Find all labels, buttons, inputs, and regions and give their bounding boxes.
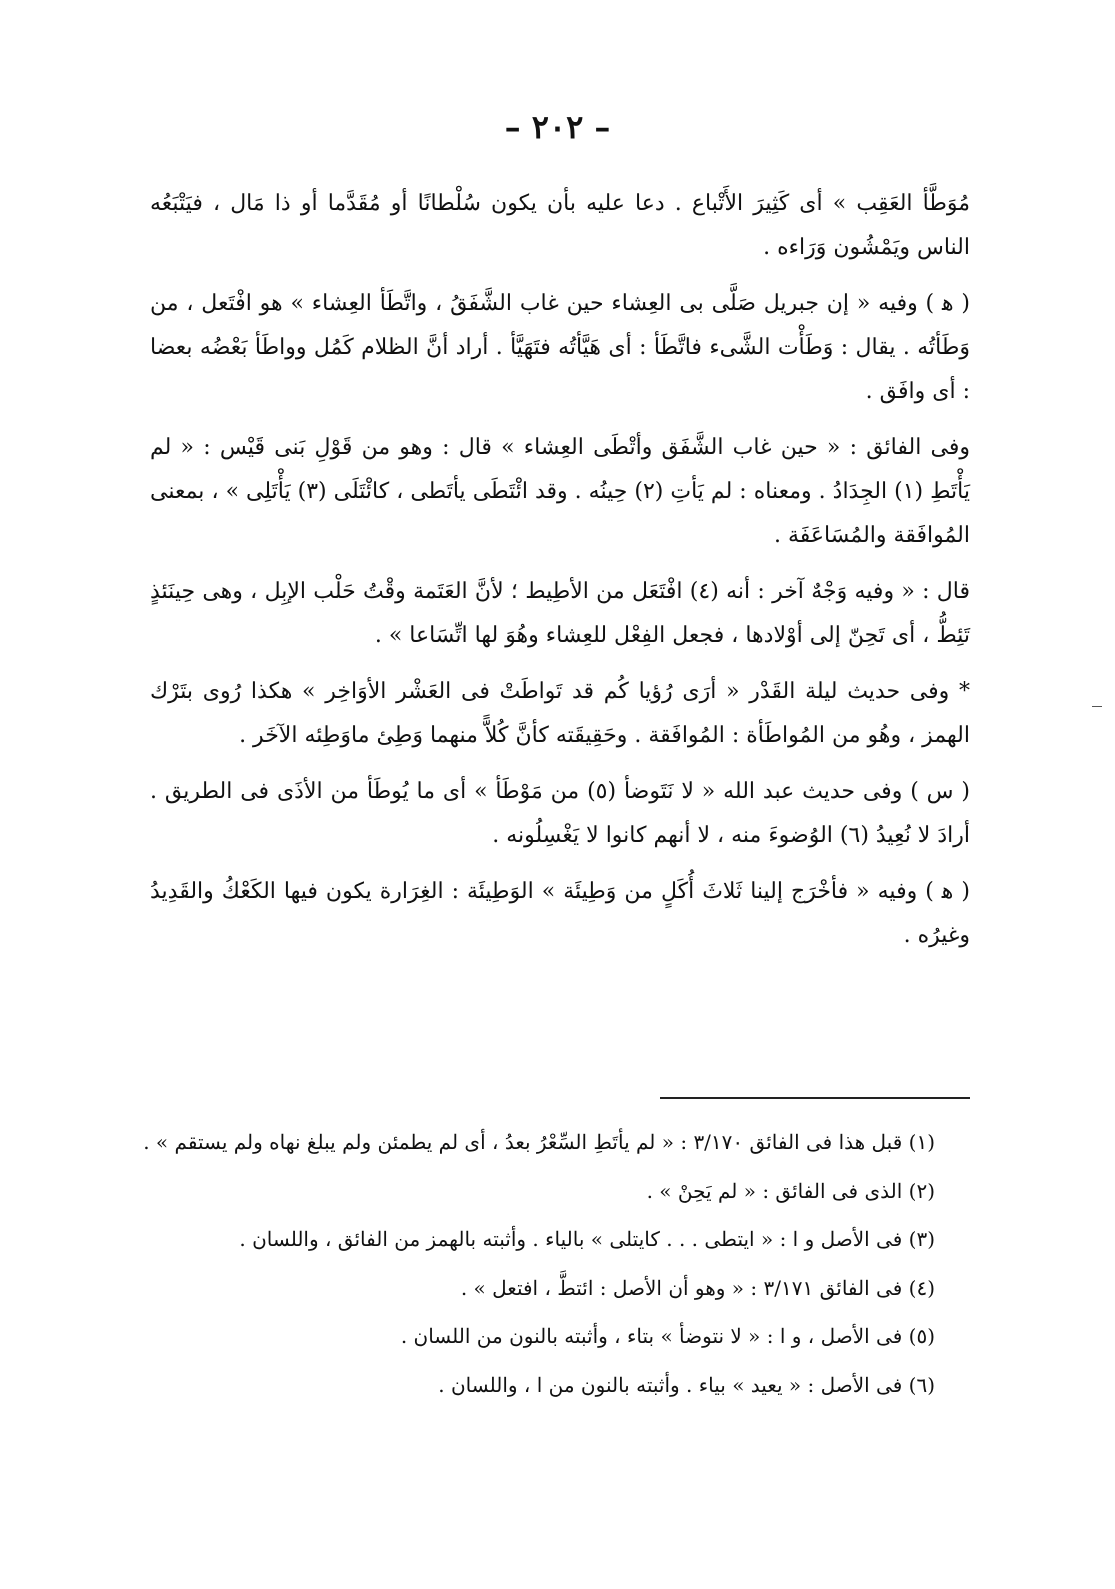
footnote-divider	[660, 1097, 970, 1099]
paragraph-muwatta-alaqib: مُوَطَّأ العَقِب » أى كَثِيرَ الأَتْباع . دعا عليه بأن يكون سُلْطانًا أو مُقَدَّما أو ذا مَال ، فيَتْبَعُه الناس ويَمْشُون وَرَاءه .	[150, 191, 970, 260]
footnotes	[143, 1118, 935, 1409]
paragraph-alwatia: ( ﻫ ) وفيه « فأخْرَج إلينا ثَلاثَ أُكَلٍ من وَطِيئَة » الوَطِيئَة : الغِرَارة يكون فيها الكَعْكُ والقَدِيدُ وغيرُه .	[150, 879, 970, 948]
footnote-1: (١) قبل هذا فى الفائق ٣/١٧٠ : « لم يأتَطِ السِّعْرُ بعدُ ، أى لم يطمئن ولم يبلغ نهاه ولم يستقم » .	[143, 1130, 935, 1154]
paragraph-ittaa-alisha: ( ﻫ ) وفيه « إن جبريل صَلَّى بى العِشاء حين غاب الشَّفَقُ ، واتَّطَأ العِشاء » هو افْتَعل ، من وَطَأتُه . يقال : وَطَأْت الشَّىء فاتَّطَأ : أى هَيَّأتُه فتَهَيَّأ . أراد أنَّ الظلام كَمُل وواطَأ بَعْضُه بعضا : أى وافَق .	[150, 291, 970, 404]
footnote-5: (٥) فى الأصل ، و ا : « لا نتوضأ » بتاء ، وأثبته بالنون من اللسان .	[400, 1324, 935, 1348]
paragraph-hadith-abdullah: ( س ) وفى حديث عبد الله « لا نَتَوضأ (٥) من مَوْطَأ » أى ما يُوطَأ من الأذَى فى الطريق . أرادَ لا نُعِيدُ (٦) الوُضوءَ منه ، لا أنهم كانوا لا يَغْسِلُونه .	[150, 779, 970, 848]
footnote-2: (٢) الذى فى الفائق : « لم يَحِنْ » .	[646, 1178, 935, 1203]
paragraph-fi-alfaiq: وفى الفائق : « حين غاب الشَّفَق وأتْطَى العِشاء » قال : وهو من قَوْلِ بَنى قَيْس : « لم يَأْتَطِ (١) الجِدَادُ . ومعناه : لم يَأتِ (٢) حِينُه . وقد ائْتَطَى يأتَطى ، كائْتَلَى (٣) يَأْتَلِى » ، بمعنى المُوافَقة والمُسَاعَفَة .	[150, 435, 970, 548]
page-number: – ٢٠٢ –	[504, 108, 611, 146]
footnote-4: (٤) فى الفائق ٣/١٧١ : « وهو أن الأصل : ائتطَّ ، افتعل » .	[460, 1275, 935, 1300]
footnote-6: (٦) فى الأصل : « يعيد » بياء . وأثبته بالنون من ا ، واللسان .	[438, 1372, 935, 1397]
paragraph-wajh-akhar: قال : « وفيه وَجْهٌ آخر : أنه (٤) افْتَعَل من الأطِيط ؛ لأنَّ العَتَمة وقْتُ حَلْب الإبِل ، وهى حِينَئذٍ تَئِطُّ ، أى تَحِنّ إلى أوْلادها ، فجعل الفِعْل للعِشاء وهُوَ لها اتِّسَاعا » .	[150, 579, 970, 648]
margin-mark	[1092, 706, 1102, 707]
main-text-body	[150, 182, 970, 970]
footnote-3: (٣) فى الأصل و ا : « ايتطى . . . كايتلى » بالياء . وأثبته بالهمز من الفائق ، واللسان .	[239, 1227, 935, 1251]
paragraph-laylat-alqadr: * وفى حديث ليلة القَدْر « أرَى رُؤيا كُم قد تَواطَتْ فى العَشْر الأوَاخِر » هكذا رُوى بتَرْك الهمز ، وهُو من المُواطَأة : المُوافَقة . وحَقِيقَته كأنَّ كُلاًّ منهما وَطِئ ماوَطِئه الآخَر .	[150, 679, 970, 748]
